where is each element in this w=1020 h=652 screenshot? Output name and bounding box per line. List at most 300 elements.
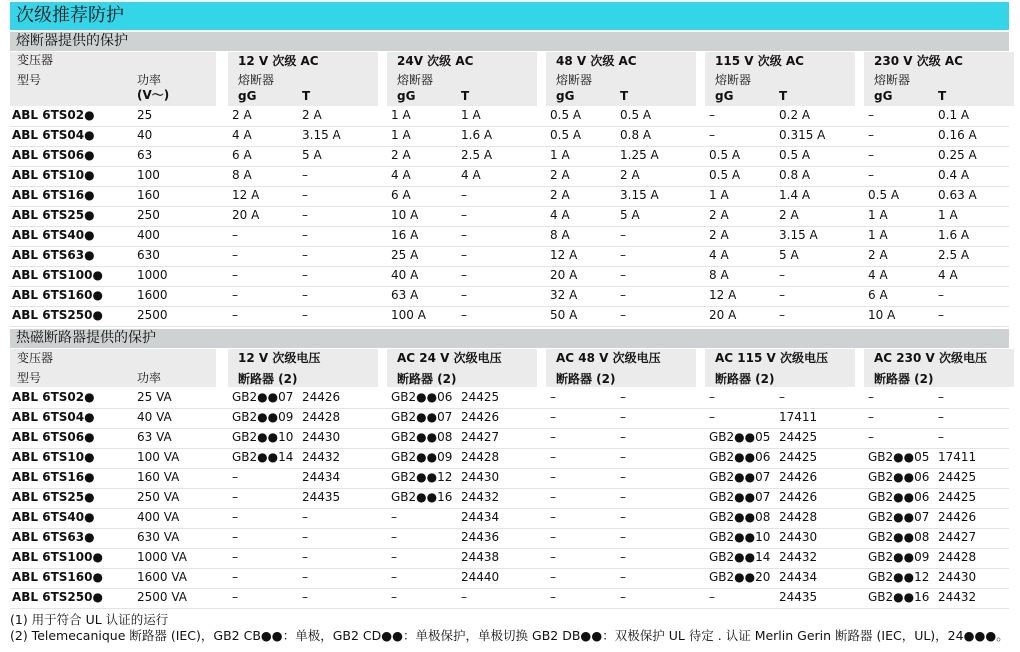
- breaker-cell: –: [232, 570, 238, 584]
- breaker-cell: 24428: [302, 410, 341, 424]
- fuse-row-power: 100: [137, 168, 160, 182]
- breaker-cell: GB2●●12: [391, 470, 453, 484]
- breaker-cell: –: [550, 530, 556, 544]
- fuse-cell: –: [938, 308, 944, 322]
- fuse-row-model: ABL 6TS02●: [12, 108, 95, 122]
- fuse-row-model: ABL 6TS10●: [12, 168, 95, 182]
- row-divider: [10, 226, 1009, 227]
- fuse-cell: –: [302, 168, 308, 182]
- breaker-group-title: AC 24 V 次级电压: [397, 351, 502, 365]
- breaker-cell: GB2●●06: [391, 390, 453, 404]
- fuse-group-title: 230 V 次级 AC: [874, 54, 963, 68]
- fuse-cell: 3.15 A: [620, 188, 659, 202]
- fuse-row-model: ABL 6TS63●: [12, 248, 95, 262]
- row-divider: [10, 326, 1009, 327]
- fuse-row-power: 1000: [137, 268, 168, 282]
- breaker-row-power: 1000 VA: [137, 550, 188, 564]
- fuse-cell: 0.2 A: [779, 108, 811, 122]
- fuse-row-model: ABL 6TS160●: [12, 288, 103, 302]
- fuse-cell: 3.15 A: [779, 228, 818, 242]
- breaker-group-title: 12 V 次级电压: [238, 351, 321, 365]
- breaker-cell: –: [232, 510, 238, 524]
- breaker-cell: GB2●●09: [232, 410, 294, 424]
- fuse-cell: –: [779, 288, 785, 302]
- breaker-group-title: AC 230 V 次级电压: [874, 351, 987, 365]
- fuse-cell: –: [461, 188, 467, 202]
- row-divider: [10, 468, 1009, 469]
- row-divider: [10, 408, 1009, 409]
- fuse-cell: –: [868, 168, 874, 182]
- fuse-cell: –: [302, 208, 308, 222]
- breaker-cell: 24436: [461, 530, 500, 544]
- breaker-cell: GB2●●06: [709, 450, 771, 464]
- fuse-cell: 1 A: [461, 108, 481, 122]
- breaker-row-model: ABL 6TS250●: [12, 590, 103, 604]
- breaker-cell: –: [550, 590, 556, 604]
- fuse-cell: –: [461, 228, 467, 242]
- fuse-cell: 16 A: [391, 228, 419, 242]
- fuse-row-power: 2500: [137, 308, 168, 322]
- fuse-cell: –: [461, 288, 467, 302]
- fuse-row-model: ABL 6TS100●: [12, 268, 103, 282]
- breaker-cell: 24432: [461, 490, 500, 504]
- row-divider: [10, 588, 1009, 589]
- row-divider: [10, 306, 1009, 307]
- breaker-cell: GB2●●10: [709, 530, 771, 544]
- fuse-cell: 1.6 A: [938, 228, 970, 242]
- fuse-row-power: 250: [137, 208, 160, 222]
- fuse-cell: –: [620, 268, 626, 282]
- breaker-cell: –: [938, 390, 944, 404]
- breaker-cell: 24432: [302, 450, 341, 464]
- fuse-cell: 4 A: [938, 268, 958, 282]
- breaker-cell: –: [620, 590, 626, 604]
- breaker-cell: GB2●●08: [391, 430, 453, 444]
- breaker-cell: 24428: [461, 450, 500, 464]
- breaker-cell: –: [709, 390, 715, 404]
- breaker-cell: 24425: [779, 430, 818, 444]
- fuse-cell: 6 A: [391, 188, 411, 202]
- breaker-row-model: ABL 6TS16●: [12, 470, 95, 484]
- fuse-row-model: ABL 6TS06●: [12, 148, 95, 162]
- fuse-cell: 2 A: [709, 208, 729, 222]
- breaker-cell: GB2●●06: [868, 470, 930, 484]
- breaker-cell: 24426: [302, 390, 341, 404]
- fuse-row-power: 1600: [137, 288, 168, 302]
- breaker-cell: 24435: [779, 590, 818, 604]
- fuse-power-unit: (V〜): [137, 88, 170, 102]
- breaker-row-power: 63 VA: [137, 430, 172, 444]
- fuse-cell: –: [620, 288, 626, 302]
- breaker-cell: GB2●●09: [868, 550, 930, 564]
- fuse-row-model: ABL 6TS250●: [12, 308, 103, 322]
- row-divider: [10, 186, 1009, 187]
- fuse-cell: –: [302, 288, 308, 302]
- breaker-cell: –: [232, 470, 238, 484]
- breaker-cell: GB2●●12: [868, 570, 930, 584]
- breaker-row-power: 100 VA: [137, 450, 180, 464]
- fuse-cell: 4 A: [232, 128, 252, 142]
- breaker-cell: 24425: [938, 470, 977, 484]
- row-divider: [10, 508, 1009, 509]
- fuse-cell: 20 A: [550, 268, 578, 282]
- fuse-cell: 0.5 A: [779, 148, 811, 162]
- breaker-cell: 24427: [938, 530, 977, 544]
- breaker-model-label: 型号: [17, 371, 42, 385]
- breaker-cell: –: [232, 490, 238, 504]
- fuse-cell: 10 A: [391, 208, 419, 222]
- breaker-cell: 24425: [461, 390, 500, 404]
- fuse-col-gG: gG: [238, 89, 257, 103]
- row-divider: [10, 126, 1009, 127]
- fuse-cell: 2.5 A: [461, 148, 493, 162]
- fuse-row-model: ABL 6TS25●: [12, 208, 95, 222]
- breaker-cell: –: [302, 550, 308, 564]
- fuse-cell: –: [232, 248, 238, 262]
- breaker-cell: –: [391, 570, 397, 584]
- fuse-row-power: 40: [137, 128, 153, 142]
- fuse-group-title: 48 V 次级 AC: [556, 54, 637, 68]
- breaker-group-sub: 断路器 (2): [238, 372, 298, 386]
- row-divider: [10, 548, 1009, 549]
- fuse-cell: 40 A: [391, 268, 419, 282]
- fuse-cell: 2 A: [302, 108, 322, 122]
- breaker-cell: 24432: [779, 550, 818, 564]
- fuse-cell: –: [461, 268, 467, 282]
- fuse-col-T: T: [779, 89, 788, 103]
- fuse-cell: –: [620, 228, 626, 242]
- breaker-cell: 17411: [779, 410, 818, 424]
- fuse-cell: –: [232, 308, 238, 322]
- fuse-cell: 1 A: [868, 208, 888, 222]
- breaker-cell: –: [232, 590, 238, 604]
- breaker-cell: –: [550, 570, 556, 584]
- fuse-cell: 2 A: [779, 208, 799, 222]
- fuse-cell: 0.1 A: [938, 108, 970, 122]
- breaker-cell: –: [232, 530, 238, 544]
- fuse-cell: 1.25 A: [620, 148, 659, 162]
- fuse-cell: 0.5 A: [868, 188, 900, 202]
- breaker-row-power: 630 VA: [137, 530, 180, 544]
- breaker-cell: –: [232, 550, 238, 564]
- breaker-cell: –: [620, 510, 626, 524]
- fuse-col-gG: gG: [715, 89, 734, 103]
- fuse-cell: 8 A: [709, 268, 729, 282]
- breaker-cell: GB2●●08: [709, 510, 771, 524]
- row-divider: [10, 488, 1009, 489]
- fuse-cell: 0.5 A: [550, 108, 582, 122]
- breaker-cell: GB2●●07: [868, 510, 930, 524]
- breaker-cell: 24426: [938, 510, 977, 524]
- breaker-cell: –: [302, 510, 308, 524]
- breaker-cell: –: [550, 430, 556, 444]
- breaker-cell: 24426: [779, 470, 818, 484]
- fuse-group-sub: 熔断器: [397, 73, 434, 87]
- breaker-cell: –: [938, 410, 944, 424]
- fuse-group-title: 24V 次级 AC: [397, 54, 474, 68]
- breaker-cell: GB2●●14: [232, 450, 294, 464]
- fuse-cell: 1 A: [391, 108, 411, 122]
- fuse-cell: 2.5 A: [938, 248, 970, 262]
- fuse-row-model: ABL 6TS04●: [12, 128, 95, 142]
- row-divider: [10, 146, 1009, 147]
- fuse-cell: 6 A: [232, 148, 252, 162]
- fuse-cell: 100 A: [391, 308, 426, 322]
- breaker-cell: –: [868, 390, 874, 404]
- fuse-group-title: 12 V 次级 AC: [238, 54, 319, 68]
- breaker-transformer-label: 变压器: [17, 351, 54, 365]
- fuse-cell: –: [709, 128, 715, 142]
- breaker-cell: 24426: [461, 410, 500, 424]
- fuse-cell: 2 A: [550, 188, 570, 202]
- footnote-1: (1) 用于符合 UL 认证的运行: [10, 612, 169, 627]
- breaker-cell: GB2●●08: [868, 530, 930, 544]
- breaker-cell: –: [550, 410, 556, 424]
- fuse-cell: –: [868, 108, 874, 122]
- fuse-col-gG: gG: [874, 89, 893, 103]
- breaker-cell: –: [302, 530, 308, 544]
- breaker-cell: 24430: [938, 570, 977, 584]
- breaker-cell: GB2●●05: [709, 430, 771, 444]
- breaker-row-power: 250 VA: [137, 490, 180, 504]
- fuse-cell: 1 A: [709, 188, 729, 202]
- fuse-cell: 0.63 A: [938, 188, 977, 202]
- breaker-cell: –: [868, 410, 874, 424]
- breaker-power-label: 功率: [137, 371, 162, 385]
- fuse-cell: –: [461, 308, 467, 322]
- fuse-cell: 0.5 A: [620, 108, 652, 122]
- fuse-col-gG: gG: [556, 89, 575, 103]
- breaker-cell: GB2●●10: [232, 430, 294, 444]
- fuse-cell: 1 A: [938, 208, 958, 222]
- row-divider: [10, 428, 1009, 429]
- breaker-cell: 24430: [779, 530, 818, 544]
- fuse-cell: –: [461, 208, 467, 222]
- fuse-cell: –: [232, 268, 238, 282]
- fuse-section-title: 熔断器提供的保护: [10, 32, 1009, 51]
- fuse-cell: –: [302, 248, 308, 262]
- fuse-group-sub: 熔断器: [874, 73, 911, 87]
- breaker-row-power: 160 VA: [137, 470, 180, 484]
- breaker-cell: –: [550, 390, 556, 404]
- breaker-cell: –: [620, 450, 626, 464]
- breaker-row-model: ABL 6TS10●: [12, 450, 95, 464]
- breaker-cell: –: [620, 550, 626, 564]
- page-title: 次级推荐防护: [10, 2, 1009, 30]
- fuse-cell: 10 A: [868, 308, 896, 322]
- breaker-row-power: 400 VA: [137, 510, 180, 524]
- fuse-cell: –: [938, 288, 944, 302]
- breaker-cell: –: [391, 530, 397, 544]
- row-divider: [10, 266, 1009, 267]
- fuse-col-T: T: [302, 89, 311, 103]
- breaker-cell: –: [620, 530, 626, 544]
- breaker-cell: –: [868, 430, 874, 444]
- breaker-section-title: 热磁断路器提供的保护: [10, 329, 1009, 348]
- fuse-cell: –: [779, 268, 785, 282]
- breaker-cell: –: [550, 470, 556, 484]
- fuse-cell: –: [302, 268, 308, 282]
- breaker-cell: GB2●●07: [709, 470, 771, 484]
- fuse-cell: 8 A: [232, 168, 252, 182]
- fuse-cell: 1.6 A: [461, 128, 493, 142]
- breaker-cell: 24432: [938, 590, 977, 604]
- fuse-cell: 0.8 A: [620, 128, 652, 142]
- row-divider: [10, 528, 1009, 529]
- breaker-cell: GB2●●14: [709, 550, 771, 564]
- fuse-cell: 1 A: [391, 128, 411, 142]
- breaker-cell: 24428: [938, 550, 977, 564]
- breaker-cell: 24426: [779, 490, 818, 504]
- fuse-row-power: 160: [137, 188, 160, 202]
- fuse-cell: 1 A: [868, 228, 888, 242]
- breaker-cell: 24428: [779, 510, 818, 524]
- fuse-col-T: T: [620, 89, 629, 103]
- breaker-row-model: ABL 6TS160●: [12, 570, 103, 584]
- row-divider: [10, 206, 1009, 207]
- fuse-cell: 1.4 A: [779, 188, 811, 202]
- fuse-cell: 6 A: [868, 288, 888, 302]
- fuse-cell: 4 A: [709, 248, 729, 262]
- breaker-cell: –: [550, 550, 556, 564]
- fuse-cell: 0.5 A: [550, 128, 582, 142]
- breaker-group-sub: 断路器 (2): [874, 372, 934, 386]
- breaker-group-sub: 断路器 (2): [397, 372, 457, 386]
- fuse-col-T: T: [461, 89, 470, 103]
- breaker-cell: 24434: [302, 470, 341, 484]
- breaker-group-sub: 断路器 (2): [556, 372, 616, 386]
- breaker-cell: GB2●●05: [868, 450, 930, 464]
- fuse-cell: –: [302, 188, 308, 202]
- fuse-group-sub: 熔断器: [238, 73, 275, 87]
- breaker-row-model: ABL 6TS06●: [12, 430, 95, 444]
- fuse-cell: –: [779, 308, 785, 322]
- fuse-cell: 1 A: [550, 148, 570, 162]
- row-divider: [10, 166, 1009, 167]
- breaker-cell: GB2●●07: [709, 490, 771, 504]
- breaker-group-sub: 断路器 (2): [715, 372, 775, 386]
- breaker-cell: GB2●●20: [709, 570, 771, 584]
- row-divider: [10, 568, 1009, 569]
- breaker-cell: –: [938, 430, 944, 444]
- breaker-cell: 24425: [779, 450, 818, 464]
- breaker-cell: 24427: [461, 430, 500, 444]
- fuse-cell: –: [232, 228, 238, 242]
- breaker-cell: 17411: [938, 450, 977, 464]
- breaker-row-power: 2500 VA: [137, 590, 188, 604]
- breaker-cell: –: [620, 490, 626, 504]
- fuse-transformer-label: 变压器: [17, 53, 54, 67]
- breaker-row-power: 25 VA: [137, 390, 172, 404]
- breaker-cell: 24440: [461, 570, 500, 584]
- breaker-row-power: 1600 VA: [137, 570, 188, 584]
- fuse-cell: 2 A: [709, 228, 729, 242]
- fuse-cell: 12 A: [709, 288, 737, 302]
- row-divider: [10, 608, 1009, 609]
- fuse-cell: 12 A: [550, 248, 578, 262]
- breaker-cell: –: [302, 570, 308, 584]
- fuse-cell: 8 A: [550, 228, 570, 242]
- breaker-cell: –: [391, 550, 397, 564]
- fuse-cell: 63 A: [391, 288, 419, 302]
- fuse-cell: 2 A: [391, 148, 411, 162]
- breaker-cell: –: [709, 410, 715, 424]
- fuse-group-sub: 熔断器: [556, 73, 593, 87]
- fuse-row-power: 25: [137, 108, 153, 122]
- fuse-cell: –: [868, 128, 874, 142]
- fuse-cell: 4 A: [550, 208, 570, 222]
- breaker-cell: –: [709, 590, 715, 604]
- breaker-row-model: ABL 6TS40●: [12, 510, 95, 524]
- fuse-cell: 12 A: [232, 188, 260, 202]
- fuse-cell: –: [620, 308, 626, 322]
- fuse-cell: 4 A: [868, 268, 888, 282]
- breaker-cell: GB2●●09: [391, 450, 453, 464]
- breaker-cell: –: [620, 430, 626, 444]
- fuse-row-model: ABL 6TS40●: [12, 228, 95, 242]
- row-divider: [10, 246, 1009, 247]
- fuse-row-power: 400: [137, 228, 160, 242]
- fuse-cell: 5 A: [302, 148, 322, 162]
- row-divider: [10, 448, 1009, 449]
- fuse-row-model: ABL 6TS16●: [12, 188, 95, 202]
- breaker-cell: GB2●●07: [391, 410, 453, 424]
- breaker-cell: –: [302, 590, 308, 604]
- fuse-cell: –: [461, 248, 467, 262]
- fuse-cell: 2 A: [232, 108, 252, 122]
- breaker-cell: –: [391, 510, 397, 524]
- fuse-cell: 2 A: [868, 248, 888, 262]
- breaker-cell: –: [620, 470, 626, 484]
- breaker-cell: 24438: [461, 550, 500, 564]
- fuse-row-power: 630: [137, 248, 160, 262]
- breaker-cell: 24434: [461, 510, 500, 524]
- breaker-group-title: AC 48 V 次级电压: [556, 351, 661, 365]
- fuse-cell: 0.4 A: [938, 168, 970, 182]
- breaker-cell: GB2●●16: [391, 490, 453, 504]
- fuse-model-label: 型号: [17, 73, 42, 87]
- fuse-cell: 20 A: [709, 308, 737, 322]
- breaker-cell: –: [550, 450, 556, 464]
- breaker-cell: –: [550, 490, 556, 504]
- fuse-cell: 4 A: [461, 168, 481, 182]
- breaker-row-model: ABL 6TS100●: [12, 550, 103, 564]
- breaker-group-title: AC 115 V 次级电压: [715, 351, 828, 365]
- breaker-cell: –: [620, 390, 626, 404]
- breaker-cell: 24430: [461, 470, 500, 484]
- fuse-cell: 5 A: [620, 208, 640, 222]
- fuse-col-T: T: [938, 89, 947, 103]
- fuse-col-gG: gG: [397, 89, 416, 103]
- breaker-row-power: 40 VA: [137, 410, 172, 424]
- fuse-cell: 0.315 A: [779, 128, 826, 142]
- fuse-cell: 0.16 A: [938, 128, 977, 142]
- breaker-cell: GB2●●06: [868, 490, 930, 504]
- fuse-cell: –: [709, 108, 715, 122]
- row-divider: [10, 286, 1009, 287]
- fuse-cell: 50 A: [550, 308, 578, 322]
- fuse-cell: 5 A: [779, 248, 799, 262]
- breaker-cell: 24434: [779, 570, 818, 584]
- fuse-cell: 2 A: [550, 168, 570, 182]
- fuse-cell: 0.5 A: [709, 168, 741, 182]
- fuse-power-label: 功率: [137, 73, 162, 87]
- fuse-cell: –: [620, 248, 626, 262]
- fuse-group-title: 115 V 次级 AC: [715, 54, 804, 68]
- breaker-cell: –: [620, 570, 626, 584]
- breaker-cell: –: [620, 410, 626, 424]
- breaker-cell: –: [391, 590, 397, 604]
